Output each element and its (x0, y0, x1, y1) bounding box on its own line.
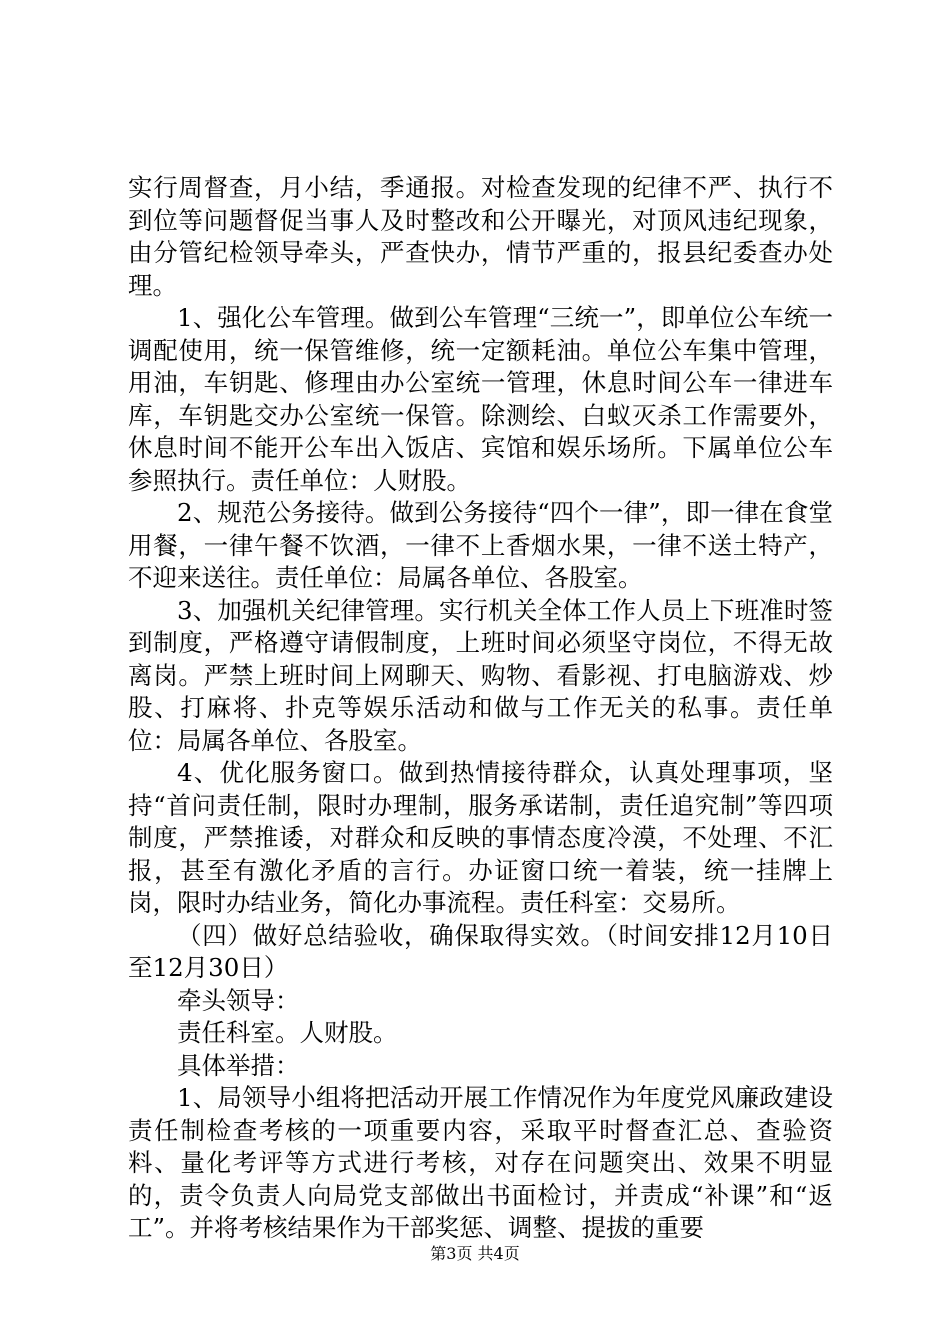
paragraph-continuation: 实行周督查，月小结，季通报。对检查发现的纪律不严、执行不到位等问题督促当事人及时整改和公开曝光，对顶风违纪现象，由分管纪检领导牵头，严查快办，情节严重的，报县纪委查办处理。 (128, 173, 833, 300)
paragraph-official-reception: 2、规范公务接待。做到公务接待“四个一律”，即一律在食堂用餐，一律午餐不饮酒，一律不上香烟水果，一律不送土特产，不迎来送往。责任单位：局属各单位、各股室。 (128, 498, 833, 592)
document-body (128, 172, 833, 1245)
paragraph-lead-leader: 牵头领导： (177, 985, 300, 1015)
paragraph-measures-label: 具体举措： (177, 1050, 300, 1080)
page-number-label: 第3页 共4页 (430, 1244, 520, 1263)
page-footer (0, 1244, 950, 1264)
paragraph-measure-1: 1、局领导小组将把活动开展工作情况作为年度党风廉政建设责任制检查考核的一项重要内容，采取平时督查汇总、查验资料、量化考评等方式进行考核，对存在问题突出、效果不明显的，责令负责人向局党支部做出书面检讨，并责成“补课”和“返工”。并将考核结果作为干部奖惩、调整、提拔的重要 (128, 1083, 833, 1242)
paragraph-vehicle-management: 1、强化公车管理。做到公车管理“三统一”，即单位公车统一调配使用，统一保管维修，统一定额耗油。单位公车集中管理，用油，车钥匙、修理由办公室统一管理，休息时间公车一律进车库，车钥匙交办公室统一保管。除测绘、白蚁灭杀工作需要外，休息时间不能开公车出入饭店、宾馆和娱乐场所。下属单位公车参照执行。责任单位：人财股。 (128, 303, 833, 495)
paragraph-summary-heading: （四）做好总结验收，确保取得实效。（时间安排12月10日至12月30日） (128, 920, 833, 982)
paragraph-discipline-management: 3、加强机关纪律管理。实行机关全体工作人员上下班准时签到制度，严格遵守请假制度，上班时间必须坚守岗位，不得无故离岗。严禁上班时间上网聊天、购物、看影视、打电脑游戏、炒股、打麻将、扑克等娱乐活动和做与工作无关的私事。责任单位：局属各单位、各股室。 (128, 595, 833, 755)
paragraph-service-window: 4、优化服务窗口。做到热情接待群众，认真处理事项，坚持“首问责任制，限时办理制，服务承诺制，责任追究制”等四项制度，严禁推诿，对群众和反映的事情态度冷漠，不处理、不汇报，甚至有激化矛盾的言行。办证窗口统一着装，统一挂牌上岗，限时办结业务，简化办事流程。责任科室：交易所。 (128, 758, 833, 917)
paragraph-responsible-dept: 责任科室。人财股。 (177, 1018, 398, 1047)
